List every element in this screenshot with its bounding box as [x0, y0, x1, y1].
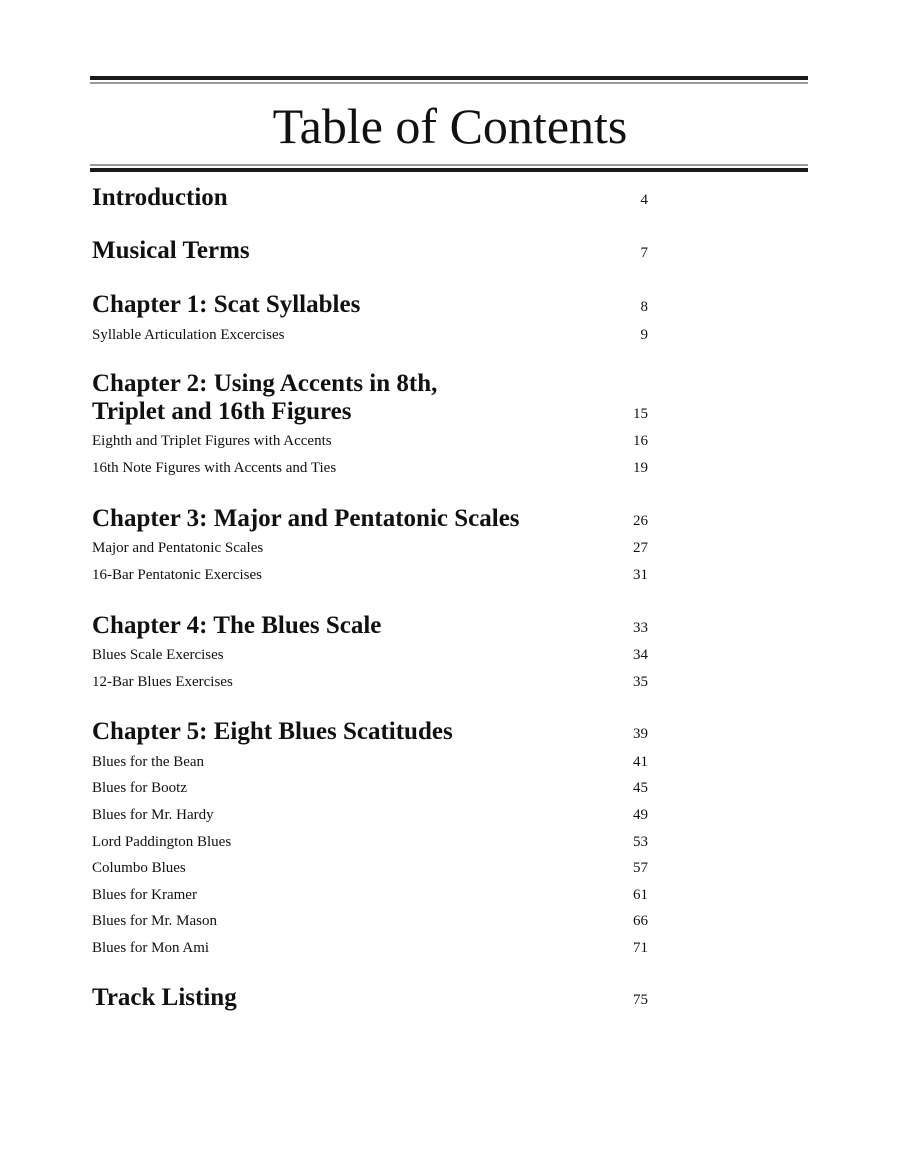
- toc-entry-syllable-articulation[interactable]: [92, 325, 648, 345]
- entry-page-number: 26: [633, 513, 648, 529]
- entry-label: Columbo Blues: [92, 860, 186, 876]
- entry-label: Chapter 4: The Blues Scale: [92, 612, 382, 639]
- entry-page-number: 16: [633, 433, 648, 449]
- entry-label: Blues for Mr. Hardy: [92, 807, 214, 823]
- entry-page-number: 7: [640, 245, 648, 261]
- entry-page-number: 45: [633, 780, 648, 796]
- toc-entry-blues-for-the-bean[interactable]: [92, 752, 648, 772]
- toc-entry-blues-for-mr-mason[interactable]: [92, 911, 648, 931]
- entry-page-number: 35: [633, 674, 648, 690]
- entry-page-number: 41: [633, 754, 648, 770]
- toc-entry-blues-for-mr-hardy[interactable]: [92, 805, 648, 825]
- toc-entry-chapter-4[interactable]: [92, 612, 648, 640]
- entry-label: Chapter 3: Major and Pentatonic Scales: [92, 505, 520, 532]
- entry-label: Chapter 1: Scat Syllables: [92, 291, 361, 318]
- toc-entry-blues-for-kramer[interactable]: [92, 885, 648, 905]
- entry-page-number: 27: [633, 540, 648, 556]
- entry-label: Blues for Mon Ami: [92, 940, 210, 956]
- entry-label: Introduction: [92, 184, 228, 211]
- entry-label: Lord Paddington Blues: [92, 834, 232, 850]
- toc-entry-chapter-5[interactable]: [92, 718, 648, 746]
- toc-entry-blues-for-bootz[interactable]: [92, 778, 648, 798]
- toc-entry-major-pentatonic-scales[interactable]: [92, 538, 648, 558]
- entry-label: Chapter 2: Using Accents in 8th,: [92, 370, 438, 397]
- entry-page-number: 4: [640, 192, 648, 208]
- entry-page-number: 61: [633, 887, 648, 903]
- toc-entry-lord-paddington-blues[interactable]: [92, 832, 648, 852]
- entry-label: Musical Terms: [92, 237, 250, 264]
- toc-entry-chapter-3[interactable]: [92, 505, 648, 533]
- entry-page-number: 8: [640, 299, 648, 315]
- entry-label: Blues for Mr. Mason: [92, 913, 217, 929]
- entry-page-number: 75: [633, 992, 648, 1008]
- entry-page-number: 57: [633, 860, 648, 876]
- entry-label: Triplet and 16th Figures: [92, 398, 352, 425]
- toc-entry-eighth-triplet[interactable]: [92, 431, 648, 451]
- entry-page-number: 9: [640, 327, 648, 343]
- entry-page-number: 31: [633, 567, 648, 583]
- entry-label: Blues Scale Exercises: [92, 647, 224, 663]
- entry-label: Major and Pentatonic Scales: [92, 540, 264, 556]
- top-double-rule: [90, 76, 808, 84]
- page-title: Table of Contents: [272, 98, 628, 154]
- entry-label: Chapter 5: Eight Blues Scatitudes: [92, 718, 453, 745]
- entry-label: 16-Bar Pentatonic Exercises: [92, 567, 262, 583]
- entry-label: Blues for Kramer: [92, 887, 197, 903]
- entry-page-number: 53: [633, 834, 648, 850]
- toc-entry-musical-terms[interactable]: [92, 237, 648, 265]
- toc-entry-chapter-1[interactable]: [92, 291, 648, 319]
- toc-entry-track-listing[interactable]: [92, 984, 648, 1012]
- entry-page-number: 19: [633, 460, 648, 476]
- toc-entry-blues-scale-exercises[interactable]: [92, 645, 648, 665]
- entry-page-number: 49: [633, 807, 648, 823]
- toc-entry-blues-for-mon-ami[interactable]: [92, 938, 648, 958]
- toc-entry-12-bar-blues[interactable]: [92, 672, 648, 692]
- entry-page-number: 33: [633, 620, 648, 636]
- toc-entry-chapter-2-line-2[interactable]: [92, 398, 648, 426]
- entry-label: Eighth and Triplet Figures with Accents: [92, 433, 332, 449]
- entry-page-number: 34: [633, 647, 648, 663]
- entry-page-number: 39: [633, 726, 648, 742]
- toc-entry-introduction[interactable]: [92, 184, 648, 212]
- toc-entry-16-bar-pentatonic[interactable]: [92, 565, 648, 585]
- entry-label: 16th Note Figures with Accents and Ties: [92, 460, 337, 476]
- entry-label: Track Listing: [92, 984, 237, 1011]
- entry-page-number: 71: [633, 940, 648, 956]
- entry-label: Blues for the Bean: [92, 754, 205, 770]
- bottom-double-rule: [90, 164, 808, 172]
- toc-entry-16th-note-figures[interactable]: [92, 458, 648, 478]
- entry-label: Syllable Articulation Excercises: [92, 327, 285, 343]
- entry-page-number: 15: [633, 406, 648, 422]
- entry-label: Blues for Bootz: [92, 780, 187, 796]
- entry-page-number: 66: [633, 913, 648, 929]
- toc-entry-chapter-2-line-1[interactable]: [92, 370, 648, 398]
- toc-entry-columbo-blues[interactable]: [92, 858, 648, 878]
- entry-label: 12-Bar Blues Exercises: [92, 674, 233, 690]
